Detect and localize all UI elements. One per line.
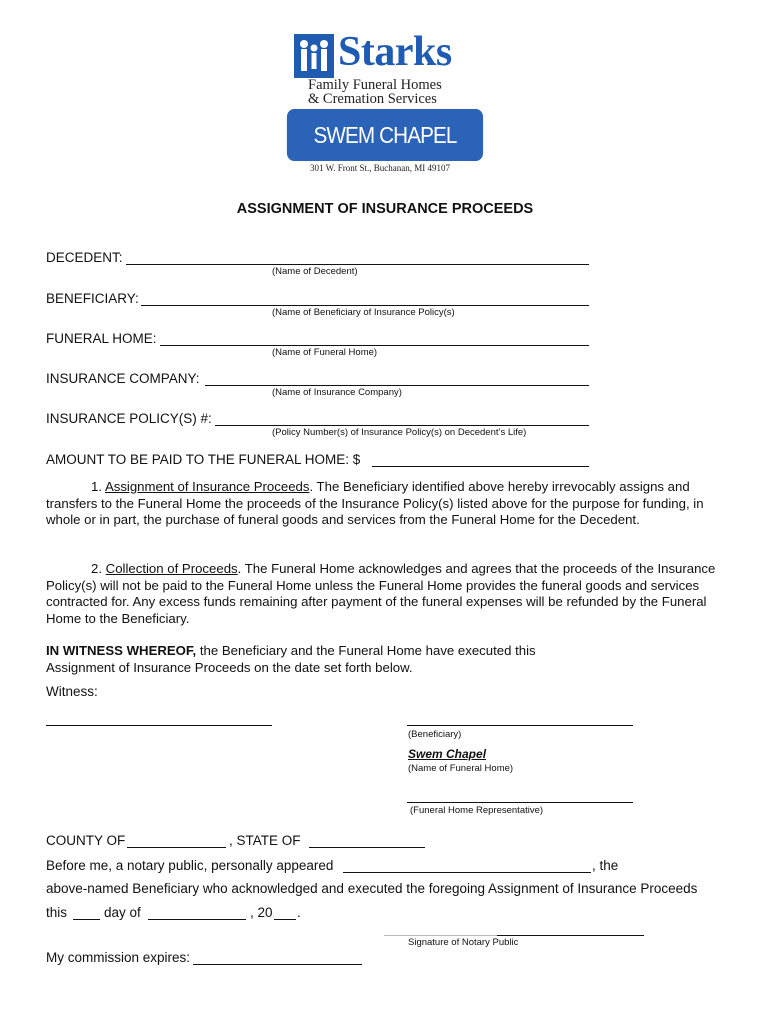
notary-line1-a: Before me, a notary public, personally appeared (46, 858, 334, 873)
year-period: . (297, 905, 301, 920)
appeared-name-line[interactable] (343, 872, 591, 873)
this-label: this (46, 905, 68, 920)
funeral-home-name: Swem Chapel (408, 747, 487, 761)
beneficiary-label: BENEFICIARY: (46, 291, 139, 306)
insurance-company-line[interactable] (205, 385, 589, 386)
beneficiary-signature-line[interactable] (407, 725, 633, 726)
funeral-home-name-caption: (Name of Funeral Home) (408, 763, 514, 774)
witness-label: Witness: (46, 684, 98, 699)
month-line[interactable] (148, 919, 246, 920)
funeral-home-line[interactable] (160, 345, 589, 346)
insurance-company-label: INSURANCE COMPANY: (46, 371, 200, 386)
representative-signature-line[interactable] (407, 802, 633, 803)
year-line[interactable] (274, 919, 296, 920)
chapel-banner: SWEM CHAPEL (287, 109, 483, 161)
witness-paragraph (46, 643, 586, 676)
section-1-heading: Assignment of Insurance Proceeds (104, 479, 310, 494)
witness-text: the Beneficiary and the Funeral Home have executed this Assignment of Insurance Proceeds on the date set forth below. (46, 643, 536, 675)
page-title: ASSIGNMENT OF INSURANCE PROCEEDS (236, 201, 534, 217)
commission-label: My commission expires: (46, 950, 191, 965)
decedent-line[interactable] (126, 264, 589, 265)
family-logo-icon (294, 34, 334, 78)
decedent-label: DECEDENT: (46, 250, 123, 265)
year-label: , 20 (250, 905, 273, 920)
policy-line[interactable] (215, 425, 589, 426)
notary-signature-line[interactable] (497, 935, 644, 936)
section-2-paragraph (46, 561, 736, 627)
policy-caption: (Policy Number(s) of Insurance Policy(s) on Decedent’s Life) (272, 427, 527, 438)
section-1-paragraph (46, 479, 736, 529)
notary-line2: above-named Beneficiary who acknowledged and executed the foregoing Assignment of Insurance Proceeds (46, 881, 698, 896)
logo-brand: Starks (338, 29, 452, 75)
section-2-text: . The Funeral Home acknowledges and agrees that the proceeds of the Insurance Policy(s) will not be paid to the Funeral Home unless the Funeral Home provides the funeral goods and services contracted for. Any excess funds remaining after payment of the funeral expenses will be refunded by the Funeral Home to the Beneficiary. (46, 561, 716, 626)
witness-signature-line[interactable] (46, 725, 272, 726)
representative-caption: (Funeral Home Representative) (410, 805, 544, 816)
logo-line1: Family Funeral Homes (308, 77, 442, 93)
notary-signature-caption: Signature of Notary Public (408, 937, 519, 948)
beneficiary-line[interactable] (141, 305, 589, 306)
commission-line[interactable] (193, 964, 362, 965)
day-line[interactable] (73, 919, 100, 920)
funeral-home-caption: (Name of Funeral Home) (272, 347, 378, 358)
funeral-home-logo (270, 14, 502, 178)
county-label: COUNTY OF (46, 833, 126, 848)
section-1-text: . The Beneficiary identified above hereby irrevocably assigns and transfers to the Funeral Home the proceeds of the Insurance Policy(s) listed above for the purpose for funding, in whole or in part, the purchase of funeral goods and services from the Funeral Home for the Decedent. (46, 479, 704, 527)
logo-line2: & Cremation Services (308, 91, 437, 107)
section-2-number: 2. (91, 561, 106, 576)
beneficiary-signature-caption: (Beneficiary) (408, 729, 462, 740)
county-line[interactable] (127, 847, 226, 848)
day-of-label: day of (104, 905, 141, 920)
beneficiary-caption: (Name of Beneficiary of Insurance Policy(s) (272, 307, 455, 318)
funeral-home-label: FUNERAL HOME: (46, 331, 157, 346)
state-line[interactable] (309, 847, 425, 848)
witness-bold: IN WITNESS WHEREOF, (46, 643, 197, 658)
policy-label: INSURANCE POLICY(S) #: (46, 411, 212, 426)
notary-line1-b: , the (592, 858, 619, 873)
section-1-number: 1. (91, 479, 105, 494)
amount-line[interactable] (372, 466, 589, 467)
section-2-heading: Collection of Proceeds (105, 561, 238, 576)
insurance-company-caption: (Name of Insurance Company) (272, 387, 402, 398)
decedent-caption: (Name of Decedent) (272, 266, 358, 277)
state-label: , STATE OF (229, 833, 301, 848)
logo-address: 301 W. Front St., Buchanan, MI 49107 (310, 163, 451, 173)
amount-label: AMOUNT TO BE PAID TO THE FUNERAL HOME: $ (46, 452, 361, 467)
